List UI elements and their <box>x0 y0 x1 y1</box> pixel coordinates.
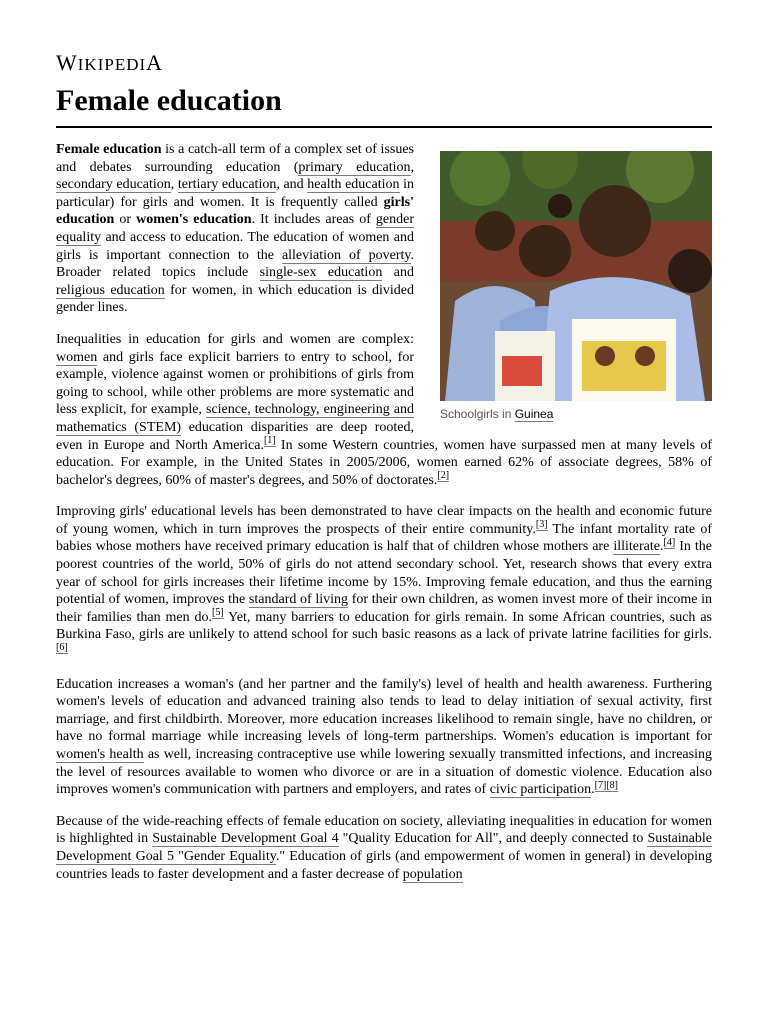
citation <box>536 519 548 531</box>
bold-term: women's education <box>136 212 252 228</box>
text: , <box>410 159 414 175</box>
text: . It includes areas of <box>251 212 376 228</box>
link-single-sex-education[interactable]: single-sex education <box>259 265 383 281</box>
citation-link-4[interactable]: [4] <box>663 536 676 548</box>
text: in particular) for girls and women. It is frequently called <box>56 177 414 210</box>
bold-term: Female education <box>56 142 162 157</box>
link-civic-participation[interactable]: civic participation <box>489 782 592 798</box>
citation-link-5[interactable]: [5] <box>212 607 224 619</box>
paragraph-3 <box>56 503 712 661</box>
link-primary-education[interactable]: primary education <box>298 159 411 175</box>
text: for their own children, as women invest more of their income in their families than men do. <box>56 592 713 625</box>
citation-link-7[interactable]: [7] <box>594 779 607 791</box>
logo-letter: W <box>56 50 78 75</box>
text: is a catch-all term of a complex set of issues and debates surrounding education ( <box>56 142 415 175</box>
citation-link-3[interactable]: [3] <box>535 519 548 531</box>
figure-caption <box>440 406 712 424</box>
text: as well, increasing contraceptive use while lowering sexually transmitted infections, and increasing the level of resources available to women who divorce or are in a situation of domestic violence. Education also improves women's communication with partners and employers, and rates of <box>56 747 712 798</box>
link-gender-equality[interactable]: gender equality <box>56 212 415 245</box>
text: and access to education. The education of women and girls is important connection to the <box>56 229 414 263</box>
logo-letters: IKIPEDI <box>77 55 147 74</box>
citation-link-2[interactable]: [2] <box>437 470 450 482</box>
bold-term: girls' education <box>56 194 414 228</box>
citation <box>664 537 676 549</box>
link-guinea[interactable]: Guinea <box>514 407 554 421</box>
paragraph-4 <box>56 676 712 799</box>
text: education disparities are deep rooted, even in Europe and North America. <box>56 419 415 453</box>
article-body <box>56 141 712 897</box>
link-women[interactable]: women <box>56 349 98 365</box>
text: ." Education of girls (and empowerment of women in general) in developing countries leads to faster development and a faster decrease of <box>56 848 713 882</box>
text: "Quality Education for All", and deeply connected to <box>338 831 648 847</box>
link-womens-health[interactable]: women's health <box>56 747 144 762</box>
text: and <box>382 265 415 281</box>
link-sdg-5[interactable]: Sustainable Development Goal 5 "Gender Equality <box>56 831 712 864</box>
citation-link-8[interactable]: [8] <box>606 779 619 791</box>
text: The infant mortality rate of babies whose mothers have received primary education is half that of children whose mothers are <box>56 521 712 555</box>
citation-link-1[interactable]: [1] <box>263 434 276 446</box>
citation <box>264 435 276 447</box>
paragraph-5 <box>56 813 712 883</box>
text: , <box>170 177 178 193</box>
page-title: Female education <box>56 84 282 117</box>
link-health-education[interactable]: health education <box>307 177 400 193</box>
link-sdg-4[interactable]: Sustainable Development Goal 4 <box>152 831 339 847</box>
caption-text: Schoolgirls in <box>440 407 515 421</box>
title-rule <box>56 126 712 128</box>
link-illiterate[interactable]: illiterate <box>613 539 660 555</box>
text: . Broader related topics include <box>56 247 414 281</box>
text: In some Western countries, women have surpassed men at many levels of education. For example, in the United States in 2005/2006, women earned 62% of associate degrees, 58% of bachelor's degrees, 60% of master's degrees, and 50% of doctorates. <box>56 437 712 488</box>
text: . <box>591 782 595 798</box>
text: Education increases a woman's (and her partner and the family's) level of health and health awareness. Furthering women's levels of education and advanced training also tends to lead to delay initiation of sexual activity, first marriage, and first childbirth. Moreover, more education increases likelihood to remain single, have no children, or have no formal marriage while increasing levels of long-term partnerships. Women's education is important for <box>56 676 712 745</box>
citation-link-6[interactable]: [6] <box>56 642 68 654</box>
citation <box>595 780 618 792</box>
text: In the poorest countries of the world, 50% of girls do not attend secondary school. Yet, research shows that every extra year of school for girls increases their lifetime income by 15%. Improving female education, and thus the earning potential of women, improves the <box>56 539 713 608</box>
link-population[interactable]: population <box>402 866 463 882</box>
link-secondary-education[interactable]: secondary education <box>56 177 171 193</box>
text: or <box>114 212 137 228</box>
text: Inequalities in education for girls and women are complex: <box>56 331 414 347</box>
figure <box>440 151 712 424</box>
text: and girls face explicit barriers to entry to school, for example, violence against women or prohibitions of girls from going to school, while other problems are more systematic and less explicit, for example, <box>56 349 414 418</box>
text: . <box>660 539 664 555</box>
text: Yet, many barriers to education for girls remain. In some African countries, such as Burkina Faso, girls are unlikely to attend school for such basic reasons as a lack of private latrine facilities for girls. <box>56 609 712 643</box>
link-stem[interactable]: science, technology, engineering and mathematics (STEM) <box>56 402 414 435</box>
link-tertiary-education[interactable]: tertiary education <box>177 177 277 193</box>
text: Because of the wide-reaching effects of female education on society, alleviating inequalities in education for women is highlighted in <box>56 813 712 847</box>
text: for women, in which education is divided gender lines. <box>56 282 414 316</box>
link-alleviation-of-poverty[interactable]: alleviation of poverty <box>281 247 411 263</box>
citation <box>56 642 68 654</box>
text: Improving girls' educational levels has been demonstrated to have clear impacts on the health and economic future of young women, which in turn improves the prospects of their entire community. <box>56 504 712 537</box>
wikipedia-logo[interactable] <box>56 50 163 76</box>
link-religious-education[interactable]: religious education <box>56 282 165 298</box>
link-standard-of-living[interactable]: standard of living <box>248 592 349 608</box>
schoolgirls-photo[interactable] <box>440 151 712 401</box>
text: , and <box>276 177 308 193</box>
logo-letter-end: A <box>146 50 164 75</box>
citation <box>212 607 224 619</box>
citation <box>437 470 449 482</box>
